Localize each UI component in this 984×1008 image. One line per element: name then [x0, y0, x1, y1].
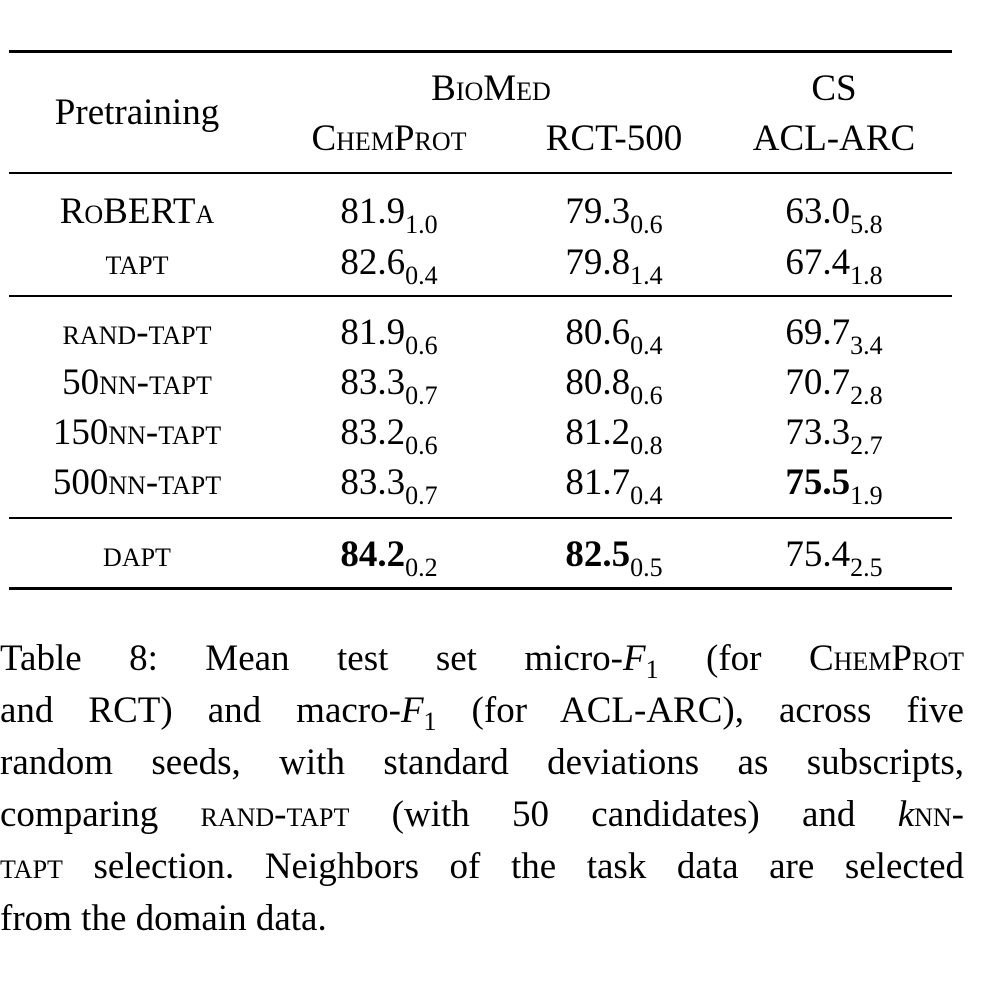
header-group-biomed: BioMed: [431, 68, 551, 109]
header-group-cs: CS: [811, 68, 857, 109]
cell-aclarc: $67.4_{1.8}$: [785, 242, 883, 290]
header-col-aclarc: ACL-ARC: [752, 118, 916, 159]
caption-line-5: tapt selection. Neighbors of the task data are selected: [0, 846, 964, 887]
cell-rct-best: $82.5_{0.5}$: [565, 534, 663, 582]
cell-chemprot: $83.2_{0.6}$: [340, 412, 438, 460]
row-label-150nn-tapt: 150nn-tapt: [52, 412, 222, 453]
cell-aclarc: $70.7_{2.8}$: [785, 362, 883, 410]
caption-line-2: and RCT) and macro-$F_1$ (for ACL-ARC), across five: [0, 690, 964, 736]
header-col-rct: RCT-500: [545, 118, 683, 159]
cell-aclarc: $75.4_{2.5}$: [785, 534, 883, 582]
cell-chemprot-best: $84.2_{0.2}$: [340, 534, 438, 582]
cell-chemprot: $81.9_{1.0}$: [340, 191, 438, 239]
cell-rct: $79.8_{1.4}$: [565, 242, 663, 290]
table-header-rule: [9, 172, 952, 174]
table-top-rule: [9, 50, 952, 53]
table-group-rule-2: [9, 517, 952, 519]
cell-chemprot: $82.6_{0.4}$: [340, 242, 438, 290]
cell-rct: $80.8_{0.6}$: [565, 362, 663, 410]
caption-line-1: Table 8: Mean test set micro-$F_1$ (for ChemProt: [0, 638, 964, 684]
cell-chemprot: $83.3_{0.7}$: [340, 362, 438, 410]
row-label-roberta: RoBERTa: [59, 191, 215, 232]
cell-aclarc: $69.7_{3.4}$: [785, 312, 883, 360]
table-group-rule-1: [9, 295, 952, 297]
cell-rct: $81.7_{0.4}$: [565, 462, 663, 510]
cell-rct: $79.3_{0.6}$: [565, 191, 663, 239]
f1-symbol: $F_1$: [400, 690, 437, 736]
row-label-50nn-tapt: 50nn-tapt: [62, 362, 212, 403]
cell-aclarc: $73.3_{2.7}$: [785, 412, 883, 460]
caption-line-6: from the domain data.: [0, 898, 327, 939]
header-col-chemprot: ChemProt: [311, 118, 467, 159]
cell-chemprot: $83.3_{0.7}$: [340, 462, 438, 510]
table-bottom-rule: [9, 587, 952, 590]
header-pretraining: Pretraining: [54, 92, 220, 133]
caption-line-4: comparing rand-tapt (with 50 candidates) and knn-: [0, 794, 964, 835]
cell-chemprot: $81.9_{0.6}$: [340, 312, 438, 360]
cell-aclarc-best: $75.5_{1.9}$: [785, 462, 883, 510]
cell-aclarc: $63.0_{5.8}$: [785, 191, 883, 239]
row-label-tapt: tapt: [105, 242, 169, 283]
row-label-rand-tapt: rand-tapt: [62, 312, 212, 353]
row-label-500nn-tapt: 500nn-tapt: [52, 462, 222, 503]
cell-rct: $80.6_{0.4}$: [565, 312, 663, 360]
row-label-dapt: dapt: [103, 534, 171, 575]
cell-rct: $81.2_{0.8}$: [565, 412, 663, 460]
f1-symbol: $F_1$: [622, 638, 659, 684]
caption-line-3: random seeds, with standard deviations as subscripts,: [0, 742, 964, 783]
table-caption: [0, 633, 964, 945]
